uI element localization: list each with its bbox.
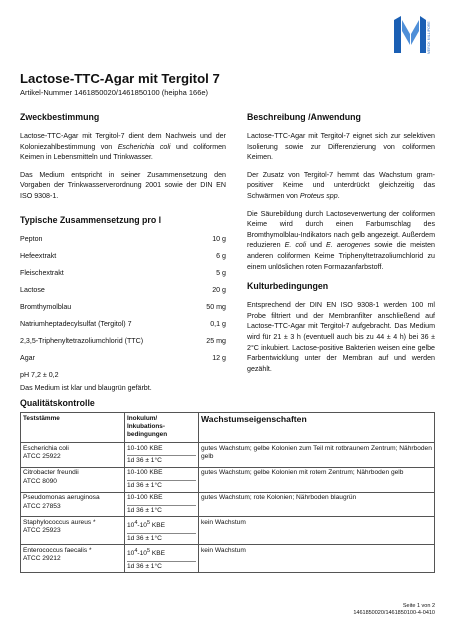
- inoculum-cell: 10-100 KBE 1d 36 ± 1°C: [125, 492, 199, 517]
- strain-cell: Staphylococcus aureus * ATCC 25923: [21, 517, 125, 545]
- growth-cell: gutes Wachstum; gelbe Kolonien zum Teil mit rotbraunem Zentrum; Nährboden gelb: [199, 443, 435, 468]
- description-paragraph-3: Die Säurebildung durch Lactoseverwertung der coliformen Keime wird durch einen Farbumschlag des Bromthymolblau-Indikators nach gelb angezeigt. Außerdem reduzieren E. coli und E. aerogenes sowie die meisten anderen coliformen Keime Triphenyltetrazoliumchlorid zu einem unlöslichen roten Formazanfarbstoff.: [247, 209, 435, 271]
- quality-heading: Qualitätskontrolle: [20, 398, 95, 408]
- quality-control-table: [20, 412, 435, 573]
- composition-list: [20, 234, 226, 370]
- article-number: Artikel-Nummer 1461850020/1461850100 (heipha 166e): [20, 88, 209, 97]
- composition-item: 2,3,5-Triphenyltetrazoliumchlorid (TTC) 25 mg: [20, 336, 226, 345]
- strain-cell: Escherichia coli ATCC 25922: [21, 443, 125, 468]
- page-footer: [353, 603, 435, 617]
- inoculum-cell: 10-100 KBE 1d 36 ± 1°C: [125, 443, 199, 468]
- description-paragraph-1: Lactose-TTC-Agar mit Tergitol-7 eignet sich zur selektiven Isolierung sowie zur Differenzierung von coliformen Keimen.: [247, 132, 435, 162]
- table-row: [21, 545, 435, 573]
- page-number: Seite 1 von 2: [402, 603, 435, 609]
- inoculum-cell: $10^4-10^5$ KBE 1d 36 ± 1°C: [125, 545, 199, 573]
- medium-note: Das Medium ist klar und blaugrün gefärbt.: [20, 383, 152, 392]
- column-header-strains: Teststämme: [21, 413, 125, 443]
- description-heading: Beschreibung /Anwendung: [247, 112, 361, 122]
- growth-cell: kein Wachstum: [199, 517, 435, 545]
- right-column: [247, 112, 435, 381]
- composition-item: Natriumheptadecylsulfat (Tergitol) 7 0,1 g: [20, 319, 226, 328]
- composition-heading: Typische Zusammensetzung pro l: [20, 214, 162, 225]
- purpose-heading: Zweckbestimmung: [20, 112, 100, 122]
- composition-item: Pepton 10 g: [20, 234, 226, 243]
- purpose-paragraph-2: Das Medium entspricht in seiner Zusammensetzung den Vorgaben der Trinkwasserverordnung 2001 sowie der DIN EN ISO 9308-1.: [20, 170, 226, 200]
- left-column: [20, 112, 226, 400]
- strain-cell: Citrobacter freundii ATCC 8090: [21, 467, 125, 492]
- table-row: [21, 443, 435, 468]
- description-paragraph-2: Der Zusatz von Tergitol-7 hemmt das Wachstum gram-positiver Keime und unterdrückt gleichzeitig das Schwärmen von Proteus spp.: [247, 170, 435, 200]
- strain-cell: Enterococcus faecalis * ATCC 29212: [21, 545, 125, 573]
- composition-item: Bromthymolblau 50 mg: [20, 302, 226, 311]
- table-row: [21, 467, 435, 492]
- strain-cell: Pseudomonas aeruginosa ATCC 27853: [21, 492, 125, 517]
- document-code: 1461850020/1461850100-4-0410: [353, 610, 435, 616]
- column-header-inoculum: Inokulum/ Inkubations-bedingungen: [125, 413, 199, 443]
- table-row: [21, 492, 435, 517]
- composition-item: Fleischextrakt 5 g: [20, 268, 226, 277]
- culture-paragraph: Entsprechend der DIN EN ISO 9308-1 werden 100 ml Probe filtriert und der Membranfilter anschließend auf Lactose-TTC-Agar mit Tergitol-7 aufgebracht. Das Medium wird für 21 ± 3 h (eventuell auch bis zu 44 ± 4 h) bei 36 ± 2°C inkubiert. Lactose-positive Bakterien weisen eine gelbe Farbentwicklung unter der Membran auf und werden gezählt.: [247, 301, 435, 373]
- table-row: [21, 517, 435, 545]
- purpose-paragraph-1: Lactose-TTC-Agar mit Tergitol-7 dient dem Nachweis und der Koloniezahlbestimmung von Escherichia coli und coliformen Keimen in Lebensmitteln und Trinkwasser.: [20, 132, 226, 162]
- growth-cell: gutes Wachstum; gelbe Kolonien mit rotem Zentrum; Nährboden gelb: [199, 467, 435, 492]
- column-header-growth: Wachstumseigenschaften: [199, 413, 435, 443]
- composition-item: Agar 12 g: [20, 353, 226, 362]
- ph-value: pH 7,2 ± 0,2: [20, 370, 59, 379]
- page-title: Lactose-TTC-Agar mit Tergitol 7: [20, 71, 220, 86]
- culture-heading: Kulturbedingungen: [247, 281, 329, 292]
- inoculum-cell: $10^4-10^5$ KBE 1d 36 ± 1°C: [125, 517, 199, 545]
- inoculum-cell: 10-100 KBE 1d 36 ± 1°C: [125, 467, 199, 492]
- growth-cell: kein Wachstum: [199, 545, 435, 573]
- logo-wordmark: MERCK MILLIPORE: [427, 21, 431, 54]
- table-header-row: [21, 413, 435, 443]
- composition-item: Lactose 20 g: [20, 285, 226, 294]
- merck-millipore-logo-icon: [393, 14, 427, 54]
- composition-item: Hefeextrakt 6 g: [20, 251, 226, 260]
- growth-cell: gutes Wachstum; rote Kolonien; Nährboden blaugrün: [199, 492, 435, 517]
